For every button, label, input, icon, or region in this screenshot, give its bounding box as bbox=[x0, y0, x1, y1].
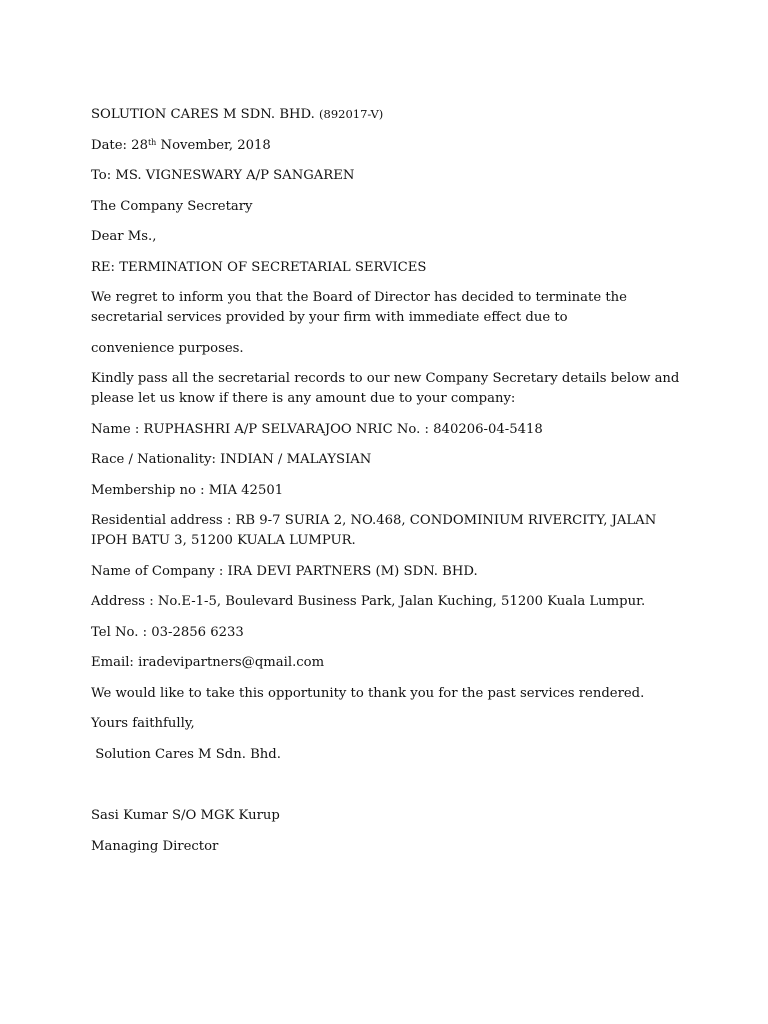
race-nationality-line: Race / Nationality: INDIAN / MALAYSIAN bbox=[91, 452, 372, 467]
email-line: Email: iradevipartners@qmail.com bbox=[91, 655, 325, 670]
sign-off: Yours faithfully, bbox=[91, 716, 195, 731]
company-name: SOLUTION CARES M SDN. BHD. bbox=[91, 107, 315, 122]
company-name-line: Name of Company : IRA DEVI PARTNERS (M) SDN. BHD. bbox=[91, 563, 478, 579]
signatory-name: Sasi Kumar S/O MGK Kurup bbox=[91, 808, 280, 823]
subject-line: RE: TERMINATION OF SECRETARIAL SERVICES bbox=[91, 259, 427, 275]
tel-line: Tel No. : 03-2856 6233 bbox=[91, 624, 244, 640]
body-paragraph-2: convenience purposes. bbox=[91, 340, 244, 356]
signature-space bbox=[91, 775, 691, 806]
date-label: Date: 28 bbox=[91, 137, 148, 153]
letter-date bbox=[91, 136, 691, 156]
body-paragraph-3: Kindly pass all the secretarial records to our new Company Secretary details below and please let us know if there is any amount due to your company: bbox=[91, 371, 680, 406]
recipient-title: The Company Secretary bbox=[91, 198, 253, 214]
body-paragraph-1: We regret to inform you that the Board of Director has decided to terminate the secretarial services provided by your firm with immediate effect due to bbox=[91, 290, 627, 325]
date-rest: November, 2018 bbox=[156, 137, 271, 153]
to-line: To: MS. VIGNESWARY A/P SANGAREN bbox=[91, 168, 355, 183]
company-reg-no: (892017-V) bbox=[319, 107, 384, 121]
thanks-line: We would like to take this opportunity to thank you for the past services rendered. bbox=[91, 685, 645, 701]
company-header bbox=[91, 104, 691, 125]
salutation: Dear Ms., bbox=[91, 229, 157, 244]
company-address-line: Address : No.E-1-5, Boulevard Business Park, Jalan Kuching, 51200 Kuala Lumpur. bbox=[91, 594, 646, 609]
secretary-name-line: Name : RUPHASHRI A/P SELVARAJOO NRIC No. : 840206-04-5418 bbox=[91, 421, 543, 437]
company-signature: Solution Cares M Sdn. Bhd. bbox=[91, 746, 281, 762]
membership-line: Membership no : MIA 42501 bbox=[91, 482, 284, 498]
date-ordinal: th bbox=[147, 137, 157, 147]
residential-address-line: Residential address : RB 9-7 SURIA 2, NO.468, CONDOMINIUM RIVERCITY, JALAN IPOH BATU 3, 51200 KUALA LUMPUR. bbox=[91, 513, 657, 548]
signatory-title: Managing Director bbox=[91, 838, 219, 854]
letter-body bbox=[91, 104, 691, 867]
